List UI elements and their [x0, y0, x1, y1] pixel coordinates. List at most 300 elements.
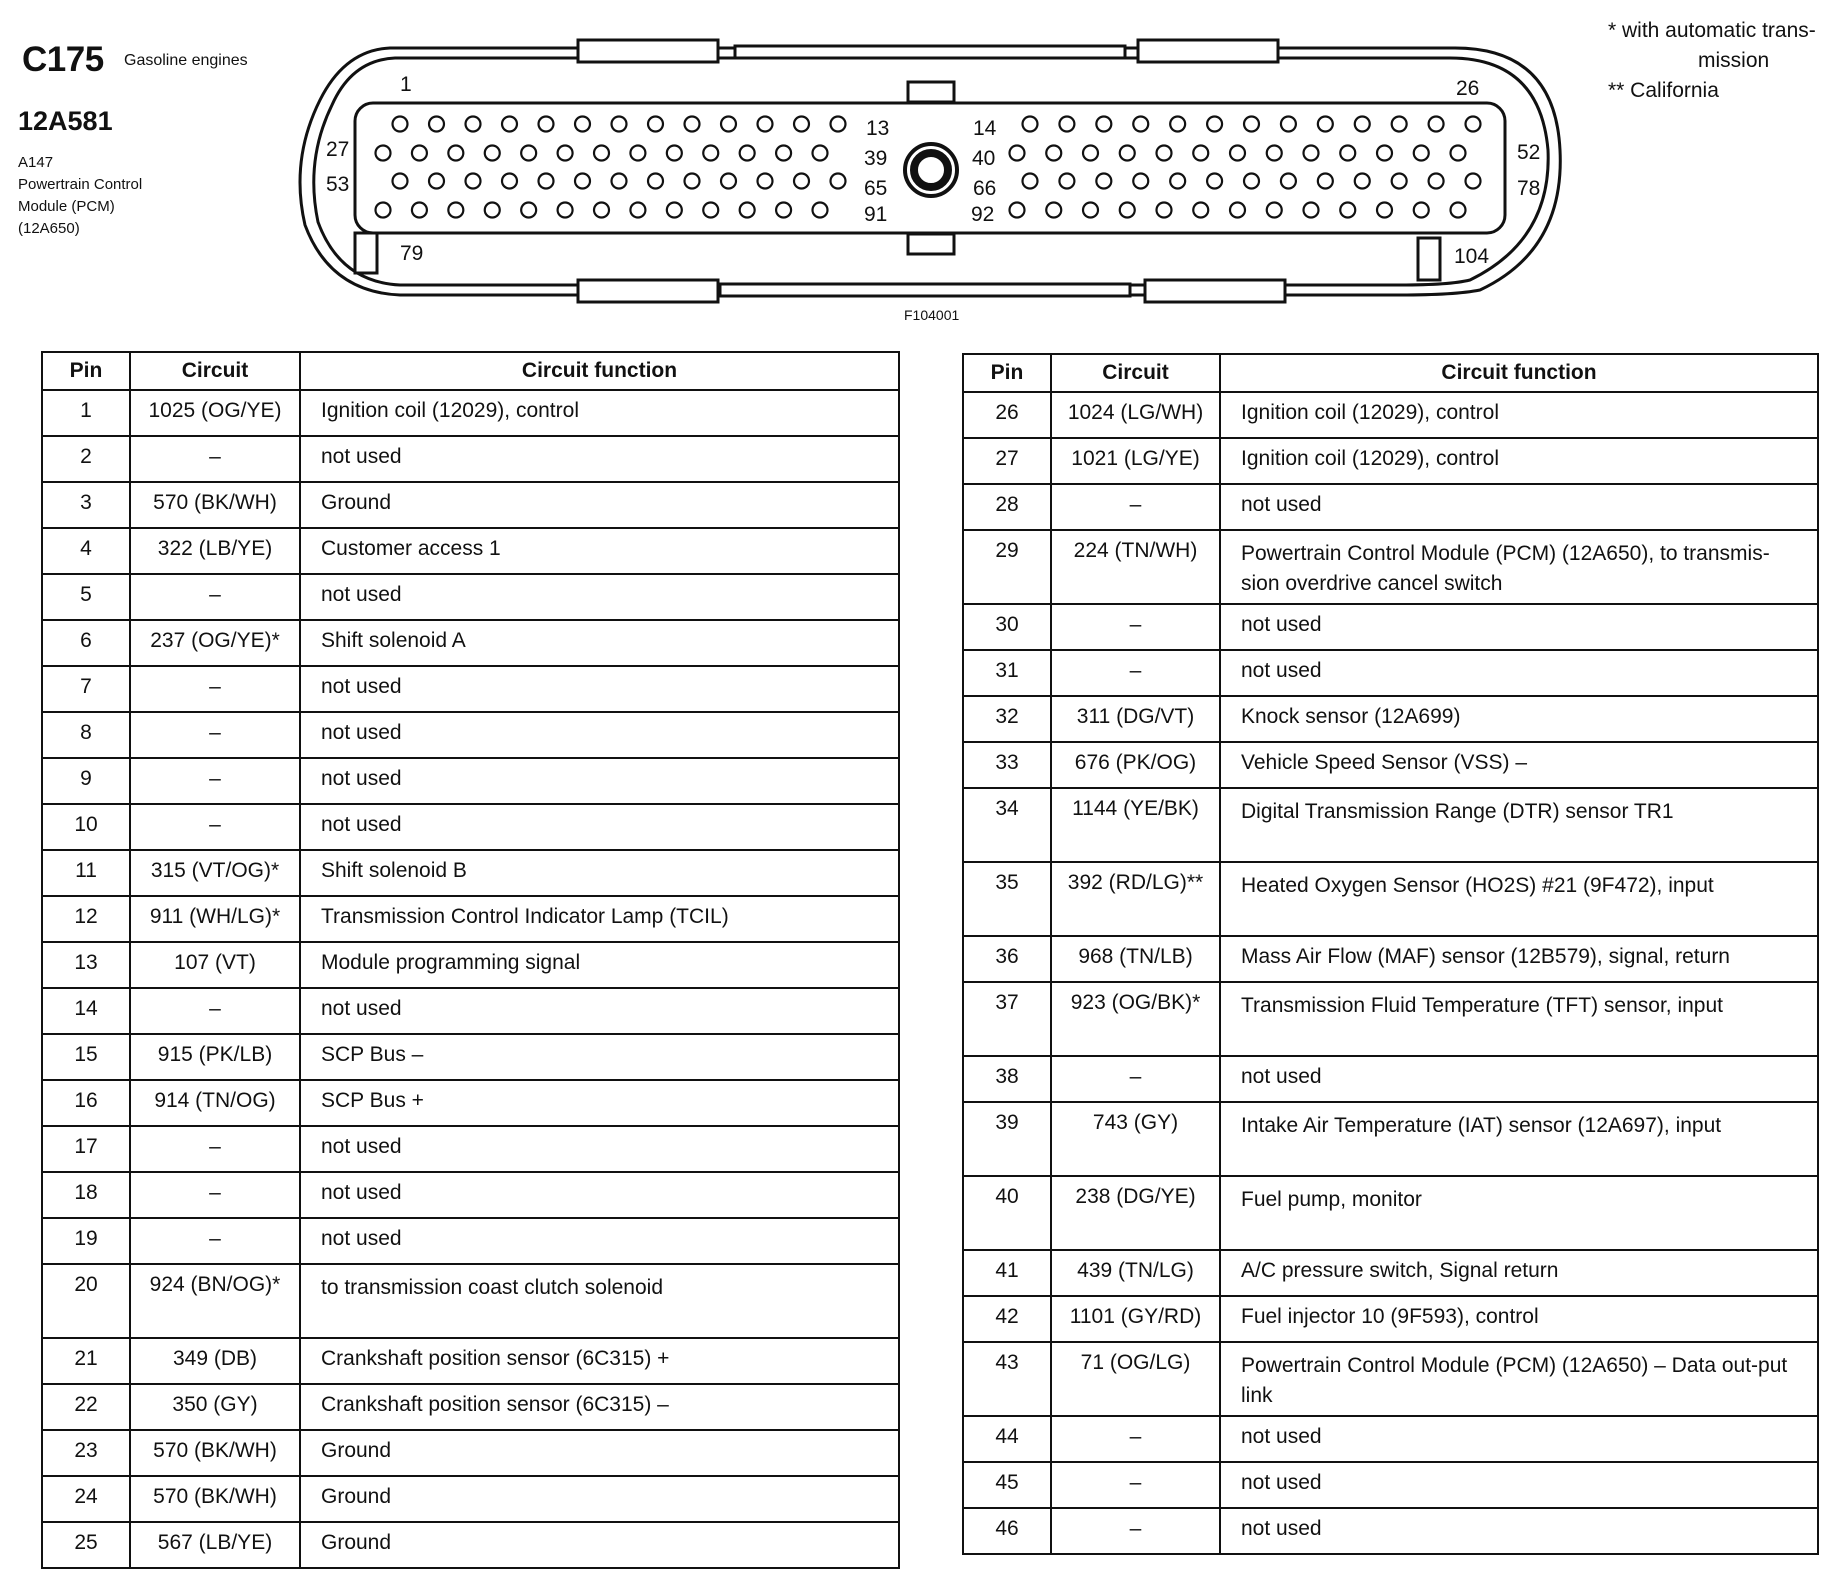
function-cell: Ground	[300, 1476, 899, 1522]
pin-cell: 2	[42, 436, 130, 482]
pin-cell: 45	[963, 1462, 1051, 1508]
table-row	[42, 1264, 899, 1338]
table-row	[963, 1056, 1818, 1102]
table-row	[963, 1416, 1818, 1462]
pin-hole	[831, 117, 846, 132]
pin-hole	[1392, 174, 1407, 189]
pin-hole	[703, 146, 718, 161]
circuit-cell: –	[1051, 1416, 1220, 1462]
pin-hole	[1466, 117, 1481, 132]
pin-cell: 22	[42, 1384, 130, 1430]
pin-hole	[1244, 117, 1259, 132]
circuit-cell: 914 (TN/OG)	[130, 1080, 300, 1126]
pin-hole	[1207, 174, 1222, 189]
table-row	[963, 484, 1818, 530]
description-line: Module (PCM)	[18, 198, 115, 215]
pin-cell: 10	[42, 804, 130, 850]
pin-hole	[1355, 117, 1370, 132]
connector-diagram	[0, 0, 1848, 330]
table-row	[42, 666, 899, 712]
pin-hole	[393, 117, 408, 132]
pin-label-66: 66	[973, 177, 997, 200]
pin-hole	[1133, 117, 1148, 132]
circuit-cell: 224 (TN/WH)	[1051, 530, 1220, 604]
pin-label-52: 52	[1517, 141, 1541, 164]
table-row	[42, 574, 899, 620]
pin-cell: 38	[963, 1056, 1051, 1102]
pin-label-13: 13	[866, 117, 890, 140]
pin-cell: 1	[42, 390, 130, 436]
pin-hole	[594, 203, 609, 218]
pin-hole	[1010, 146, 1025, 161]
pin-hole	[612, 117, 627, 132]
pin-hole	[1340, 146, 1355, 161]
function-cell: Ignition coil (12029), control	[300, 390, 899, 436]
pin-hole	[1466, 174, 1481, 189]
pin-cell: 46	[963, 1508, 1051, 1554]
pin-label-39: 39	[864, 147, 888, 170]
function-cell: Powertrain Control Module (PCM) (12A650), to transmis-sion overdrive cancel switch	[1220, 530, 1818, 604]
table-row	[42, 896, 899, 942]
pin-cell: 37	[963, 982, 1051, 1056]
function-cell: Ignition coil (12029), control	[1220, 438, 1818, 484]
pin-hole	[521, 146, 536, 161]
table-row	[963, 936, 1818, 982]
table-row	[42, 988, 899, 1034]
function-cell: not used	[1220, 1416, 1818, 1462]
pin-cell: 31	[963, 650, 1051, 696]
pin-hole	[831, 174, 846, 189]
note-california: ** California	[1608, 79, 1719, 102]
function-cell: not used	[300, 666, 899, 712]
pin-hole	[1267, 203, 1282, 218]
pin-hole	[648, 117, 663, 132]
corner-tab-left	[355, 233, 377, 273]
pin-label-91: 91	[864, 203, 888, 226]
circuit-cell: 315 (VT/OG)*	[130, 850, 300, 896]
pin-cell: 17	[42, 1126, 130, 1172]
function-cell: Crankshaft position sensor (6C315) –	[300, 1384, 899, 1430]
pin-cell: 44	[963, 1416, 1051, 1462]
pin-hole	[630, 203, 645, 218]
pin-hole	[1451, 146, 1466, 161]
pin-hole	[1059, 117, 1074, 132]
pin-cell: 39	[963, 1102, 1051, 1176]
pin-hole	[1046, 203, 1061, 218]
table-row	[963, 862, 1818, 936]
engine-type-subtitle: Gasoline engines	[124, 52, 248, 69]
circuit-cell: 107 (VT)	[130, 942, 300, 988]
pin-hole	[393, 174, 408, 189]
pin-hole	[558, 146, 573, 161]
pin-cell: 3	[42, 482, 130, 528]
header-circuit: Circuit	[1051, 354, 1220, 392]
pin-hole	[1244, 174, 1259, 189]
pin-cell: 27	[963, 438, 1051, 484]
circuit-cell: –	[130, 988, 300, 1034]
pin-hole	[758, 117, 773, 132]
function-cell: not used	[1220, 1056, 1818, 1102]
circuit-cell: –	[1051, 604, 1220, 650]
pin-cell: 23	[42, 1430, 130, 1476]
circuit-cell: 911 (WH/LG)*	[130, 896, 300, 942]
table-row	[42, 390, 899, 436]
pinout-table-left	[41, 351, 900, 1569]
note-automatic-line1: * with automatic trans-	[1608, 19, 1816, 42]
pin-label-104: 104	[1454, 245, 1490, 268]
table-row	[42, 1126, 899, 1172]
pin-cell: 42	[963, 1296, 1051, 1342]
pin-hole	[539, 174, 554, 189]
pin-hole	[1157, 146, 1172, 161]
pin-cell: 33	[963, 742, 1051, 788]
circuit-cell: –	[130, 712, 300, 758]
table-row	[963, 788, 1818, 862]
table-row	[963, 1102, 1818, 1176]
pin-cell: 25	[42, 1522, 130, 1568]
header-function: Circuit function	[1220, 354, 1818, 392]
pin-hole	[1059, 174, 1074, 189]
circuit-cell: –	[130, 574, 300, 620]
pin-cell: 41	[963, 1250, 1051, 1296]
function-cell: not used	[1220, 604, 1818, 650]
circuit-cell: 1025 (OG/YE)	[130, 390, 300, 436]
circuit-cell: 968 (TN/LB)	[1051, 936, 1220, 982]
circuit-cell: 570 (BK/WH)	[130, 1430, 300, 1476]
pin-hole	[794, 117, 809, 132]
pin-label-65: 65	[864, 177, 888, 200]
pin-hole	[1230, 146, 1245, 161]
top-latch-left	[578, 40, 718, 62]
pin-hole	[1429, 174, 1444, 189]
pin-hole	[721, 174, 736, 189]
pin-hole	[1170, 117, 1185, 132]
pin-hole	[740, 146, 755, 161]
pin-hole	[758, 174, 773, 189]
circuit-cell: 570 (BK/WH)	[130, 482, 300, 528]
circuit-cell: –	[1051, 1462, 1220, 1508]
table-header-row	[963, 354, 1818, 392]
table-row	[42, 1338, 899, 1384]
pin-hole	[558, 203, 573, 218]
header-function: Circuit function	[300, 352, 899, 390]
bottom-latch-right	[1145, 280, 1285, 302]
pin-hole	[1023, 117, 1038, 132]
function-cell: Ground	[300, 1522, 899, 1568]
function-cell: not used	[1220, 650, 1818, 696]
pin-hole	[502, 174, 517, 189]
pin-hole	[1451, 203, 1466, 218]
key-top	[908, 82, 954, 102]
pin-hole	[485, 203, 500, 218]
pin-hole	[575, 174, 590, 189]
pin-hole	[502, 117, 517, 132]
pin-hole	[1096, 117, 1111, 132]
table-row	[42, 1034, 899, 1080]
function-cell: not used	[1220, 1462, 1818, 1508]
function-cell: Intake Air Temperature (IAT) sensor (12A697), input	[1220, 1102, 1818, 1176]
function-cell: not used	[300, 574, 899, 620]
table-row	[42, 620, 899, 666]
pin-hole	[448, 203, 463, 218]
table-row	[963, 982, 1818, 1056]
pin-cell: 21	[42, 1338, 130, 1384]
circuit-cell: –	[130, 1172, 300, 1218]
description-line: A147	[18, 154, 54, 171]
circuit-cell: –	[1051, 1508, 1220, 1554]
function-cell: not used	[300, 988, 899, 1034]
table-row	[42, 1080, 899, 1126]
circuit-cell: 238 (DG/YE)	[1051, 1176, 1220, 1250]
pin-hole	[1120, 203, 1135, 218]
circuit-cell: 322 (LB/YE)	[130, 528, 300, 574]
pin-hole	[1281, 117, 1296, 132]
pin-cell: 15	[42, 1034, 130, 1080]
table-row	[963, 1296, 1818, 1342]
function-cell: Shift solenoid B	[300, 850, 899, 896]
pin-hole	[1083, 146, 1098, 161]
circuit-cell: 924 (BN/OG)*	[130, 1264, 300, 1338]
table-row	[963, 1250, 1818, 1296]
pin-cell: 43	[963, 1342, 1051, 1416]
pin-hole	[1377, 203, 1392, 218]
function-cell: Fuel pump, monitor	[1220, 1176, 1818, 1250]
top-latch-right	[1138, 40, 1278, 62]
pin-hole	[1377, 146, 1392, 161]
pin-hole	[429, 117, 444, 132]
function-cell: SCP Bus –	[300, 1034, 899, 1080]
pin-hole	[1318, 117, 1333, 132]
header-pin: Pin	[963, 354, 1051, 392]
pin-cell: 19	[42, 1218, 130, 1264]
pin-label-78: 78	[1517, 177, 1541, 200]
pin-cell: 29	[963, 530, 1051, 604]
pin-cell: 30	[963, 604, 1051, 650]
function-cell: Transmission Control Indicator Lamp (TCIL)	[300, 896, 899, 942]
table-row	[42, 1522, 899, 1568]
table-row	[42, 712, 899, 758]
pin-hole	[685, 174, 700, 189]
pin-hole	[1340, 203, 1355, 218]
pin-hole	[667, 146, 682, 161]
pin-cell: 11	[42, 850, 130, 896]
pin-hole	[1318, 174, 1333, 189]
circuit-cell: 237 (OG/YE)*	[130, 620, 300, 666]
pin-hole	[376, 203, 391, 218]
pin-hole	[412, 146, 427, 161]
circuit-cell: 350 (GY)	[130, 1384, 300, 1430]
pin-label-53: 53	[326, 173, 350, 196]
pin-hole	[630, 146, 645, 161]
pin-cell: 36	[963, 936, 1051, 982]
function-cell: Customer access 1	[300, 528, 899, 574]
circuit-cell: –	[1051, 650, 1220, 696]
part-number: 12A581	[18, 106, 113, 136]
pin-hole	[1046, 146, 1061, 161]
function-cell: Mass Air Flow (MAF) sensor (12B579), signal, return	[1220, 936, 1818, 982]
pin-cell: 32	[963, 696, 1051, 742]
pin-hole	[813, 146, 828, 161]
function-cell: not used	[300, 712, 899, 758]
pin-cell: 26	[963, 392, 1051, 438]
pin-cell: 5	[42, 574, 130, 620]
table-row	[963, 1462, 1818, 1508]
pin-hole	[485, 146, 500, 161]
pin-hole	[1414, 203, 1429, 218]
circuit-cell: –	[130, 436, 300, 482]
function-cell: not used	[300, 1218, 899, 1264]
circuit-cell: –	[130, 1218, 300, 1264]
pin-hole	[1304, 203, 1319, 218]
pin-hole	[448, 146, 463, 161]
pin-hole	[539, 117, 554, 132]
pin-cell: 35	[963, 862, 1051, 936]
circuit-cell: –	[130, 758, 300, 804]
pin-hole	[776, 203, 791, 218]
pin-hole	[1304, 146, 1319, 161]
function-cell: Knock sensor (12A699)	[1220, 696, 1818, 742]
pin-hole	[1120, 146, 1135, 161]
table-row	[963, 1508, 1818, 1554]
key-bottom	[908, 234, 954, 254]
circuit-cell: 71 (OG/LG)	[1051, 1342, 1220, 1416]
pin-hole	[740, 203, 755, 218]
table-row	[963, 1342, 1818, 1416]
circuit-cell: 1024 (LG/WH)	[1051, 392, 1220, 438]
table-row	[963, 604, 1818, 650]
table-row	[42, 1218, 899, 1264]
circuit-cell: 1101 (GY/RD)	[1051, 1296, 1220, 1342]
pin-label-92: 92	[971, 203, 995, 226]
bottom-latch-left	[578, 280, 718, 302]
table-row	[42, 436, 899, 482]
circuit-cell: 915 (PK/LB)	[130, 1034, 300, 1080]
pin-hole	[466, 117, 481, 132]
function-cell: Ground	[300, 482, 899, 528]
pin-hole	[1267, 146, 1282, 161]
pin-cell: 13	[42, 942, 130, 988]
circuit-cell: –	[130, 804, 300, 850]
pin-cell: 14	[42, 988, 130, 1034]
function-cell: Fuel injector 10 (9F593), control	[1220, 1296, 1818, 1342]
pin-cell: 16	[42, 1080, 130, 1126]
header-pin: Pin	[42, 352, 130, 390]
circuit-cell: 439 (TN/LG)	[1051, 1250, 1220, 1296]
table-row	[963, 530, 1818, 604]
corner-tab-right	[1418, 238, 1440, 280]
pin-cell: 28	[963, 484, 1051, 530]
pin-hole	[466, 174, 481, 189]
pin-label-27: 27	[326, 138, 350, 161]
function-cell: not used	[300, 804, 899, 850]
pin-hole	[685, 117, 700, 132]
table-row	[42, 850, 899, 896]
pin-cell: 8	[42, 712, 130, 758]
pin-hole	[1355, 174, 1370, 189]
circuit-cell: –	[1051, 1056, 1220, 1102]
table-row	[42, 804, 899, 850]
pin-hole	[1207, 117, 1222, 132]
function-cell: not used	[1220, 484, 1818, 530]
connector-id: C175	[22, 40, 104, 79]
function-cell: not used	[1220, 1508, 1818, 1554]
pin-hole	[1010, 203, 1025, 218]
pin-cell: 24	[42, 1476, 130, 1522]
circuit-cell: 676 (PK/OG)	[1051, 742, 1220, 788]
circuit-cell: 311 (DG/VT)	[1051, 696, 1220, 742]
pin-hole	[648, 174, 663, 189]
description-line: Powertrain Control	[18, 176, 143, 193]
pin-hole	[412, 203, 427, 218]
pin-hole	[667, 203, 682, 218]
pin-hole	[721, 117, 736, 132]
pin-hole	[1023, 174, 1038, 189]
table-row	[963, 742, 1818, 788]
pin-cell: 9	[42, 758, 130, 804]
function-cell: to transmission coast clutch solenoid	[300, 1264, 899, 1338]
pin-hole	[1193, 146, 1208, 161]
pin-hole	[1193, 203, 1208, 218]
pin-hole	[521, 203, 536, 218]
pin-hole	[594, 146, 609, 161]
table-row	[42, 1172, 899, 1218]
pin-hole	[1230, 203, 1245, 218]
pin-label-14: 14	[973, 117, 997, 140]
pinout-table-right	[962, 353, 1819, 1555]
pin-cell: 18	[42, 1172, 130, 1218]
function-cell: Crankshaft position sensor (6C315) +	[300, 1338, 899, 1384]
pin-cell: 40	[963, 1176, 1051, 1250]
pin-hole	[612, 174, 627, 189]
top-rib	[735, 46, 1125, 58]
circuit-cell: 923 (OG/BK)*	[1051, 982, 1220, 1056]
table-row	[42, 1476, 899, 1522]
pin-label-40: 40	[972, 147, 996, 170]
table-row	[963, 438, 1818, 484]
table-row	[42, 942, 899, 988]
pin-cell: 34	[963, 788, 1051, 862]
table-header-row	[42, 352, 899, 390]
circuit-cell: 392 (RD/LG)**	[1051, 862, 1220, 936]
circuit-cell: 567 (LB/YE)	[130, 1522, 300, 1568]
pin-hole	[376, 146, 391, 161]
pin-hole	[1096, 174, 1111, 189]
function-cell: not used	[300, 758, 899, 804]
pin-label-1: 1	[400, 73, 412, 96]
pin-cell: 6	[42, 620, 130, 666]
circuit-cell: –	[1051, 484, 1220, 530]
pin-hole	[575, 117, 590, 132]
table-row	[42, 1384, 899, 1430]
note-automatic-line2: mission	[1698, 49, 1770, 72]
function-cell: Powertrain Control Module (PCM) (12A650) – Data out-put link	[1220, 1342, 1818, 1416]
function-cell: not used	[300, 1126, 899, 1172]
figure-id: F104001	[904, 307, 960, 323]
table-row	[963, 1176, 1818, 1250]
circuit-cell: 570 (BK/WH)	[130, 1476, 300, 1522]
pin-cell: 12	[42, 896, 130, 942]
table-row	[963, 696, 1818, 742]
function-cell: SCP Bus +	[300, 1080, 899, 1126]
function-cell: Heated Oxygen Sensor (HO2S) #21 (9F472), input	[1220, 862, 1818, 936]
pin-hole	[1281, 174, 1296, 189]
pin-label-26: 26	[1456, 77, 1480, 100]
header-circuit: Circuit	[130, 352, 300, 390]
circuit-cell: 743 (GY)	[1051, 1102, 1220, 1176]
pin-hole	[703, 203, 718, 218]
table-row	[42, 758, 899, 804]
pin-hole	[1133, 174, 1148, 189]
